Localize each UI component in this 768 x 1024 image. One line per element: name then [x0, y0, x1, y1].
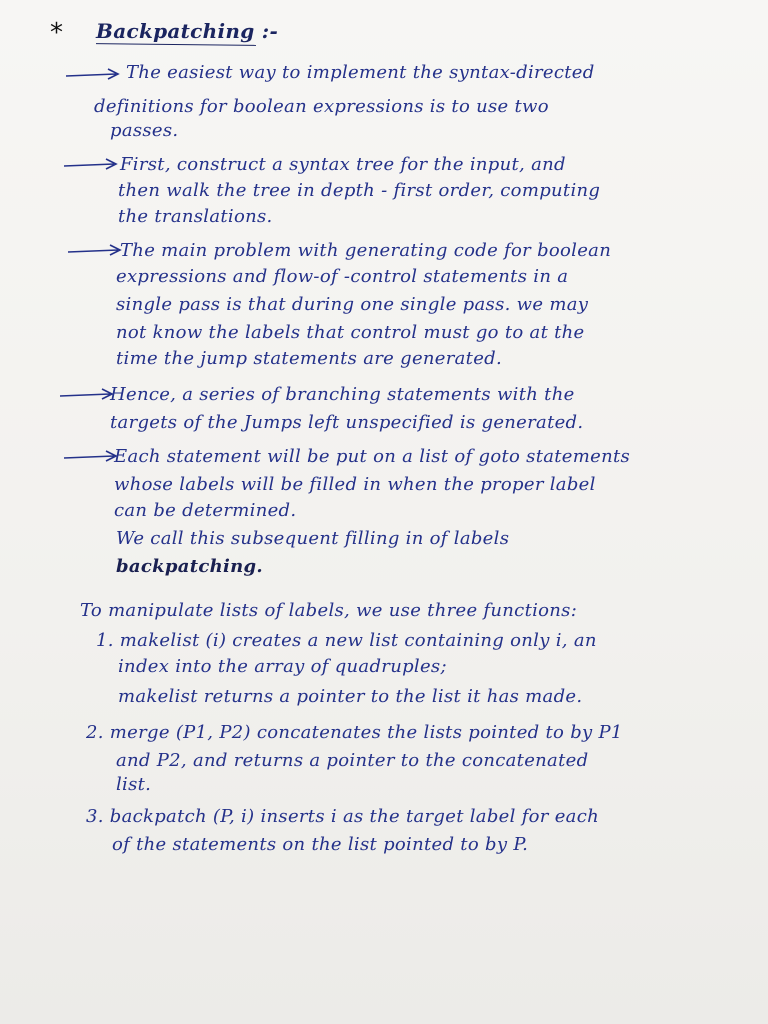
- arrow-right-icon: [66, 244, 124, 258]
- bullet-1-line-1: The easiest way to implement the syntax-directed: [126, 62, 595, 83]
- bullet-3-line-1: The main problem with generating code for boolean: [120, 240, 612, 261]
- function-2-line-1: 2. merge (P1, P2) concatenates the lists pointed to by P1: [86, 722, 623, 743]
- function-3-line-2: of the statements on the list pointed to by P.: [112, 834, 529, 855]
- arrow-right-icon: [62, 158, 120, 172]
- bullet-5-line-3: can be determined.: [114, 500, 297, 521]
- bullet-star-icon: *: [50, 18, 63, 48]
- bullet-2-line-2: then walk the tree in depth - first order, computing: [118, 180, 601, 201]
- bullet-1-line-2: definitions for boolean expressions is to use two: [94, 96, 549, 117]
- function-2-line-2: and P2, and returns a pointer to the concatenated: [116, 750, 589, 771]
- bullet-3-line-3: single pass is that during one single pass. we may: [116, 294, 589, 315]
- page-title: Backpatching :-: [96, 19, 279, 43]
- function-1-line-1: 1. makelist (i) creates a new list containing only i, an: [96, 630, 597, 651]
- bullet-4-line-2: targets of the Jumps left unspecified is generated.: [110, 412, 584, 433]
- functions-intro: To manipulate lists of labels, we use three functions:: [80, 600, 578, 621]
- bullet-5-line-4: We call this subsequent filling in of labels: [116, 528, 510, 549]
- arrow-right-icon: [64, 68, 122, 82]
- function-3-line-1: 3. backpatch (P, i) inserts i as the target label for each: [86, 806, 599, 827]
- title-underline: [96, 43, 256, 46]
- bullet-4-line-1: Hence, a series of branching statements with the: [110, 384, 575, 405]
- function-1-line-3: makelist returns a pointer to the list it has made.: [118, 686, 583, 707]
- bullet-3-line-5: time the jump statements are generated.: [116, 348, 503, 369]
- function-2-line-3: list.: [116, 774, 152, 795]
- bullet-3-line-4: not know the labels that control must go to at the: [116, 322, 585, 343]
- arrow-right-icon: [58, 388, 116, 402]
- bullet-1-line-3: passes.: [110, 120, 179, 141]
- bullet-3-line-2: expressions and flow-of -control statements in a: [116, 266, 569, 287]
- bullet-2-line-1: First, construct a syntax tree for the input, and: [120, 154, 566, 175]
- bullet-2-line-3: the translations.: [118, 206, 273, 227]
- bullet-5-line-1: Each statement will be put on a list of goto statements: [114, 446, 631, 467]
- bullet-5-line-2: whose labels will be filled in when the proper label: [114, 474, 596, 495]
- arrow-right-icon: [62, 450, 120, 464]
- backpatching-term: backpatching.: [116, 556, 263, 577]
- function-1-line-2: index into the array of quadruples;: [118, 656, 447, 677]
